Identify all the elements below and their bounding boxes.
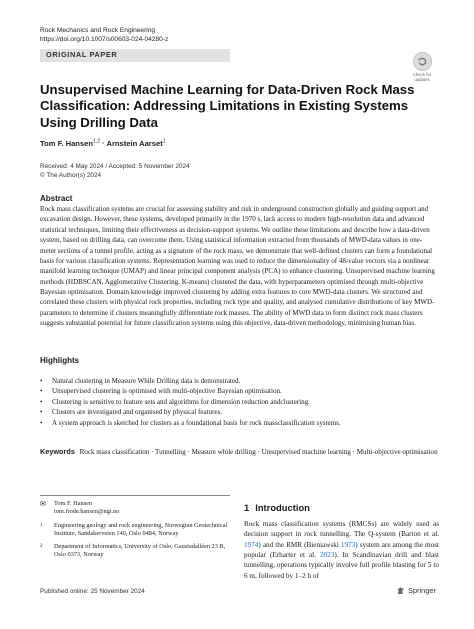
section-title: Introduction	[255, 502, 310, 513]
abstract-heading: Abstract	[40, 194, 73, 203]
article-dates	[40, 163, 190, 180]
keywords	[40, 447, 440, 457]
affiliation-2-mark: 2	[40, 544, 43, 550]
published-online: Published online: 25 November 2024	[40, 588, 145, 595]
citation-link[interactable]: 2023	[319, 551, 335, 560]
highlights-heading: Highlights	[40, 356, 80, 365]
check-updates-icon	[413, 52, 432, 71]
badge-line-2: updates	[414, 77, 430, 82]
journal-name: Rock Mechanics and Rock Engineering	[40, 27, 156, 34]
highlight-item: • Clustering is sensitive to feature sets and algorithms for dimension reduction andclustering.	[40, 397, 440, 407]
received-accepted: Received: 4 May 2024 / Accepted: 5 November 2024	[40, 163, 190, 170]
publisher-name: Springer	[408, 586, 436, 595]
affiliation-2-text: Department of Informatics, University of Oslo, Gaustadalléen 23 B, Oslo 0373, Norway	[54, 543, 226, 559]
citation-link[interactable]: 1974	[244, 540, 259, 549]
doi-link[interactable]: https://doi.org/10.1007/s00603-024-04280-z	[40, 36, 169, 43]
envelope-icon: ✉	[40, 500, 46, 508]
corresponding-author	[40, 500, 230, 517]
highlight-item: • Natural clustering in Measure While Drilling data is demonstrated.	[40, 376, 440, 386]
affiliation-1-mark: 1	[40, 522, 43, 528]
author-1[interactable]: Tom F. Hansen$^{1,2}$	[40, 138, 100, 148]
author-2[interactable]: Arnstein Aarset$^1$	[106, 138, 166, 148]
highlight-item: • Clusters are investigated and organised by physical features.	[40, 407, 440, 417]
author-list	[40, 138, 166, 148]
highlight-item: • Unsupervised clustering is optimised with multi-objective Bayesian optimisation.	[40, 386, 440, 396]
section-number: 1	[244, 502, 250, 513]
article-type-banner	[40, 49, 230, 62]
affiliation-1	[40, 522, 230, 539]
footnote-divider	[40, 495, 230, 496]
publisher-logo	[396, 586, 436, 595]
citation-link[interactable]: 1973	[340, 540, 356, 549]
journal-header	[40, 26, 168, 44]
paper-title: Unsupervised Machine Learning for Data-Driven Rock Mass Classification: Addressing Limitations in Existing Systems Using Drilling Data	[40, 82, 415, 130]
badge-line-1: Check for	[412, 72, 432, 77]
corresponding-name: Tom F. Hansen	[54, 500, 93, 507]
keywords-label: Keywords	[40, 447, 75, 456]
section-heading-introduction	[244, 502, 310, 513]
highlights-list	[40, 376, 440, 428]
check-for-updates-badge[interactable]	[409, 52, 435, 82]
introduction-paragraph: Rock mass classification systems (RMCSs) are widely used as decision support in rock tunnelling. The Q-system (Barton et al. 1974) and the RMR (Bieniawski 1973) system are among the most popular (Erharter et al. 2023). In Scandinavian drill and blast tunnelling, operations typically involve full profile blasting for 5 to 6 m, followed by 1–2 h of	[244, 520, 439, 580]
highlight-item: • A system approach is sketched for clusters as a foundational basis for rock massclassification systems.	[40, 418, 440, 428]
author-footnotes	[40, 500, 230, 565]
affiliation-2	[40, 543, 230, 560]
article-type-label: ORIGINAL PAPER	[46, 50, 118, 59]
springer-horse-icon	[396, 586, 405, 595]
copyright-line: © The Author(s) 2024	[40, 171, 102, 179]
author-separator: ·	[102, 138, 105, 148]
abstract-text: Rock mass classification systems are crucial for assessing stability and risk in underground construction globally and guiding support and excavation design. However, these systems, developed primarily in the 1970 s, lack access to modern high-resolution data and advanced statistical techniques, limiting their effectiveness as decision-support systems. We outline these limitations and describe how a data-driven system, based on drilling data, can overcome them. Using statistical information extracted from thousands of MWD-data values in one-meter sections of a tunnel profile, acting as a signature of the rock mass, we demonstrate that well-defined clusters can form a foundational basis for various classification systems. Representation learning was used to reduce the dimensionality of 48-value vectors via a nonlinear manifold learning technique (UMAP) and linear principal component analysis (PCA) to enhance clustering. Unsupervised machine learning methods (HDBSCAN, Agglomerative Clustering, K-means) clustered the data, with hyperparameters optimised through multi-objective Bayesian optimisation. Domain knowledge improved clustering by adding extra features to core MWD-data clusters. We structured and correlated these clusters with physical rock properties, including rock type and quality, and analysed cumulative distributions of key MWD-parameters to determine if clusters meaningfully differentiate rock masses. The ability of MWD data to form distinct rock mass clusters suggests substantial potential for future classification systems using this objective, data-driven methodology, minimising human bias.	[40, 205, 435, 328]
keywords-text: Rock mass classification · Tunnelling · Measure while drilling · Unsupervised machine learning · Multi-objective optimisation	[79, 448, 438, 456]
corresponding-email[interactable]: tom.frode.hansen@ngi.no	[54, 508, 120, 516]
affiliation-1-text: Engineering geology and rock engineering, Norwegian Geotechnical Institute, Sandakerveien 140, Oslo 0484, Norway	[54, 521, 228, 537]
